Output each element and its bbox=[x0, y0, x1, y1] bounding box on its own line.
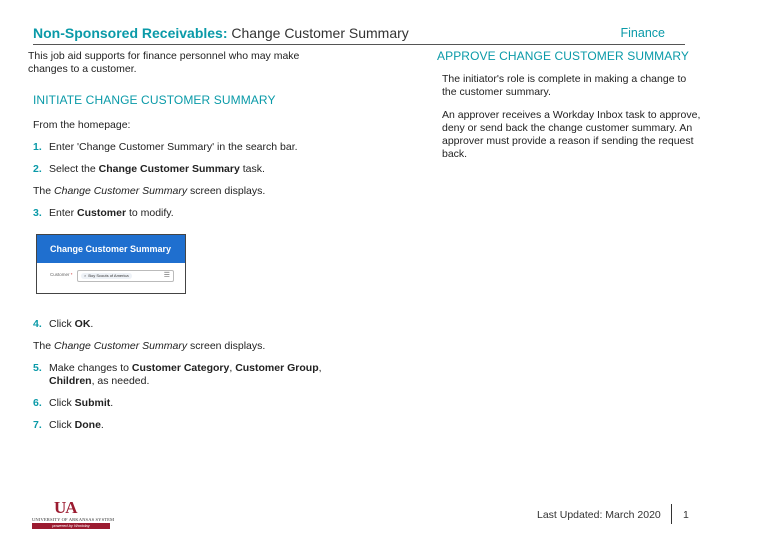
page-number: 1 bbox=[683, 509, 689, 521]
screen-displays-text bbox=[33, 340, 338, 353]
step-number: 1. bbox=[33, 141, 42, 153]
step-text-sep: , bbox=[318, 362, 322, 374]
step-text-post: to modify. bbox=[126, 207, 174, 219]
step-text-pre: Click bbox=[49, 419, 75, 431]
change-customer-summary-screenshot bbox=[36, 234, 186, 294]
screenshot-title: Change Customer Summary bbox=[37, 235, 185, 263]
step-text-post: . bbox=[110, 397, 114, 409]
text-post: screen displays. bbox=[187, 340, 266, 352]
step-number: 3. bbox=[33, 207, 42, 219]
step-text-bold: Change Customer Summary bbox=[98, 163, 240, 175]
step-text-pre: Select the bbox=[49, 163, 99, 175]
step-5 bbox=[33, 362, 338, 388]
screenshot-customer-field bbox=[77, 270, 174, 282]
left-column bbox=[28, 50, 328, 220]
footer-divider bbox=[671, 504, 672, 524]
section-tag: Finance bbox=[620, 26, 665, 40]
step-2 bbox=[33, 163, 328, 176]
university-logo bbox=[32, 498, 115, 530]
left-column-continued bbox=[28, 318, 338, 432]
list-icon: ☰ bbox=[163, 272, 170, 279]
text-pre: The bbox=[33, 185, 55, 197]
step-text-bold: Children bbox=[49, 375, 92, 387]
step-number: 7. bbox=[33, 419, 42, 431]
logo-text: UNIVERSITY OF ARKANSAS SYSTEM bbox=[32, 517, 115, 522]
approve-heading: APPROVE CHANGE CUSTOMER SUMMARY bbox=[437, 49, 690, 63]
step-text-pre: Click bbox=[49, 318, 75, 330]
page-header bbox=[33, 24, 685, 45]
initiate-heading: INITIATE CHANGE CUSTOMER SUMMARY bbox=[33, 93, 276, 107]
step-text-bold: Customer bbox=[77, 207, 127, 219]
step-number: 5. bbox=[33, 362, 42, 374]
step-text-post: task. bbox=[239, 163, 265, 175]
label-text: Customer bbox=[50, 272, 70, 277]
step-number: 2. bbox=[33, 163, 42, 175]
screenshot-customer-row bbox=[37, 263, 185, 292]
page-title bbox=[33, 25, 409, 41]
from-homepage-text: From the homepage: bbox=[33, 119, 131, 131]
screenshot-customer-label bbox=[50, 272, 73, 277]
step-7 bbox=[33, 419, 338, 432]
step-text-bold: Customer Group bbox=[235, 362, 319, 374]
required-mark: * bbox=[70, 272, 73, 277]
text-italic: Change Customer Summary bbox=[54, 185, 188, 197]
title-rest: Change Customer Summary bbox=[227, 25, 409, 41]
step-text-bold: Submit bbox=[74, 397, 111, 409]
step-text-pre: Click bbox=[49, 397, 75, 409]
last-updated: Last Updated: March 2020 bbox=[537, 509, 661, 521]
step-text-pre: Make changes to bbox=[49, 362, 132, 374]
intro-text: This job aid supports for finance personnel who may make changes to a customer. bbox=[28, 50, 300, 75]
remove-icon: × bbox=[84, 273, 87, 278]
step-text-bold: Customer Category bbox=[131, 362, 230, 374]
text-pre: The bbox=[33, 340, 55, 352]
step-3 bbox=[33, 207, 328, 220]
logo-mark: UA bbox=[54, 498, 77, 517]
step-1 bbox=[33, 141, 328, 154]
step-number: 6. bbox=[33, 397, 42, 409]
pill-text: Boy Scouts of America bbox=[88, 273, 129, 278]
step-text-bold: Done bbox=[74, 419, 101, 431]
step-text-sep: , bbox=[229, 362, 236, 374]
step-text: Enter 'Change Customer Summary' in the search bar. bbox=[49, 141, 298, 153]
step-4 bbox=[33, 318, 338, 331]
text-italic: Change Customer Summary bbox=[54, 340, 188, 352]
step-text-pre: Enter bbox=[49, 207, 78, 219]
approve-paragraph-1: The initiator's role is complete in making a change to the customer summary. bbox=[442, 73, 687, 98]
title-bold: Non-Sponsored Receivables: bbox=[33, 25, 228, 41]
screen-displays-text bbox=[33, 185, 328, 198]
step-text-post: . bbox=[100, 419, 104, 431]
step-text-post: , as needed. bbox=[91, 375, 150, 387]
text-post: screen displays. bbox=[187, 185, 266, 197]
step-text-bold: OK bbox=[74, 318, 91, 330]
right-column bbox=[437, 50, 702, 161]
step-number: 4. bbox=[33, 318, 42, 330]
step-6 bbox=[33, 397, 338, 410]
step-text-post: . bbox=[90, 318, 94, 330]
logo-band: powered by Workday bbox=[32, 523, 110, 529]
screenshot-customer-pill bbox=[81, 273, 132, 279]
approve-paragraph-2: An approver receives a Workday Inbox task to approve, deny or send back the change customer summary. An approver must provide a reason if sending the request back. bbox=[442, 109, 701, 160]
